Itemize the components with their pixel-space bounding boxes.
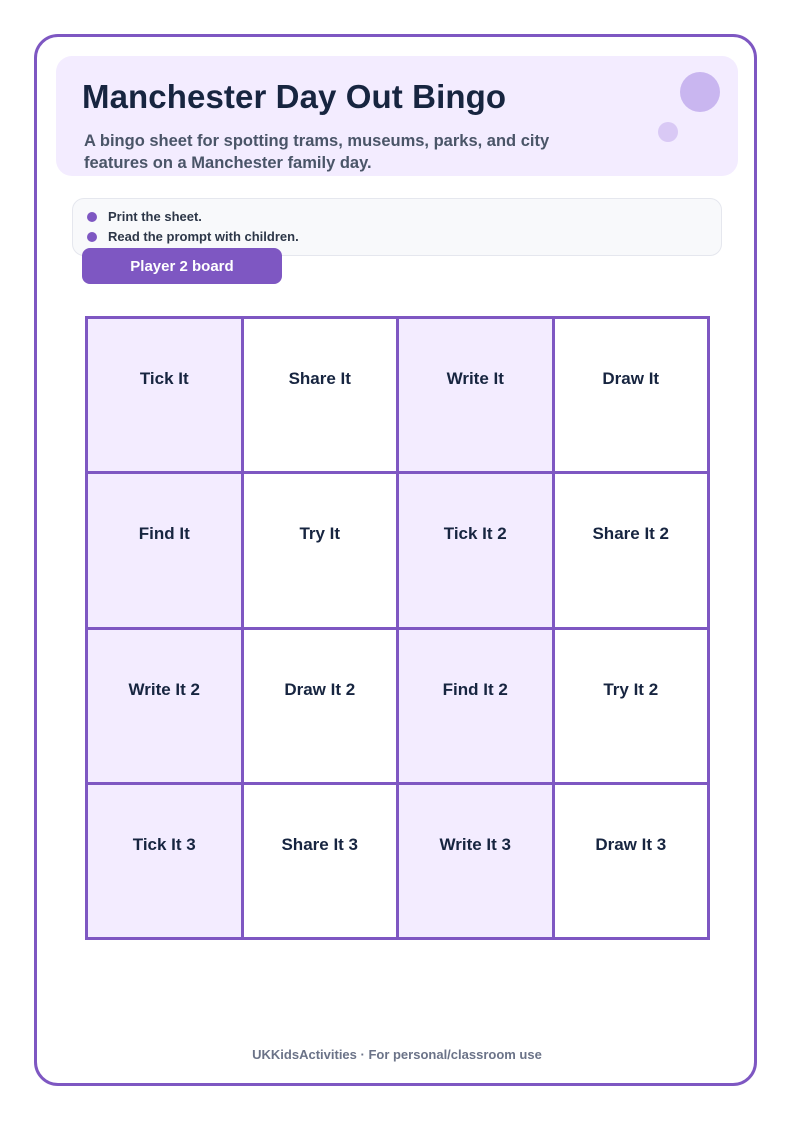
bingo-cell[interactable]: Try It 2	[555, 630, 708, 782]
instruction-text: Read the prompt with children.	[108, 229, 299, 244]
footer-credit: UKKidsActivities · For personal/classroom use	[252, 1047, 542, 1062]
bullet-icon	[87, 232, 97, 242]
bingo-cell[interactable]: Draw It 3	[555, 785, 708, 937]
instruction-item	[87, 229, 299, 244]
bullet-icon	[87, 212, 97, 222]
bingo-cell[interactable]: Write It 3	[399, 785, 552, 937]
bingo-cell[interactable]: Try It	[244, 474, 397, 626]
bingo-cell[interactable]: Share It 3	[244, 785, 397, 937]
bingo-cell[interactable]: Write It	[399, 319, 552, 471]
bingo-cell[interactable]: Find It	[88, 474, 241, 626]
bingo-cell[interactable]: Draw It 2	[244, 630, 397, 782]
bingo-cell[interactable]: Share It 2	[555, 474, 708, 626]
bingo-board	[85, 316, 710, 940]
bingo-cell[interactable]: Write It 2	[88, 630, 241, 782]
decorative-circle-large	[680, 72, 720, 112]
header-panel	[56, 56, 738, 176]
bingo-cell[interactable]: Tick It 2	[399, 474, 552, 626]
page-subtitle: A bingo sheet for spotting trams, museums, parks, and city features on a Manchester family day.	[84, 132, 550, 172]
page-title: Manchester Day Out Bingo	[82, 78, 507, 115]
instruction-item	[87, 209, 202, 224]
bingo-cell[interactable]: Draw It	[555, 319, 708, 471]
decorative-circle-small	[658, 122, 678, 142]
bingo-cell[interactable]: Tick It	[88, 319, 241, 471]
bingo-cell[interactable]: Tick It 3	[88, 785, 241, 937]
bingo-cell[interactable]: Share It	[244, 319, 397, 471]
bingo-cell[interactable]: Find It 2	[399, 630, 552, 782]
instruction-text: Print the sheet.	[108, 209, 202, 224]
player-board-label: Player 2 board	[82, 248, 282, 284]
